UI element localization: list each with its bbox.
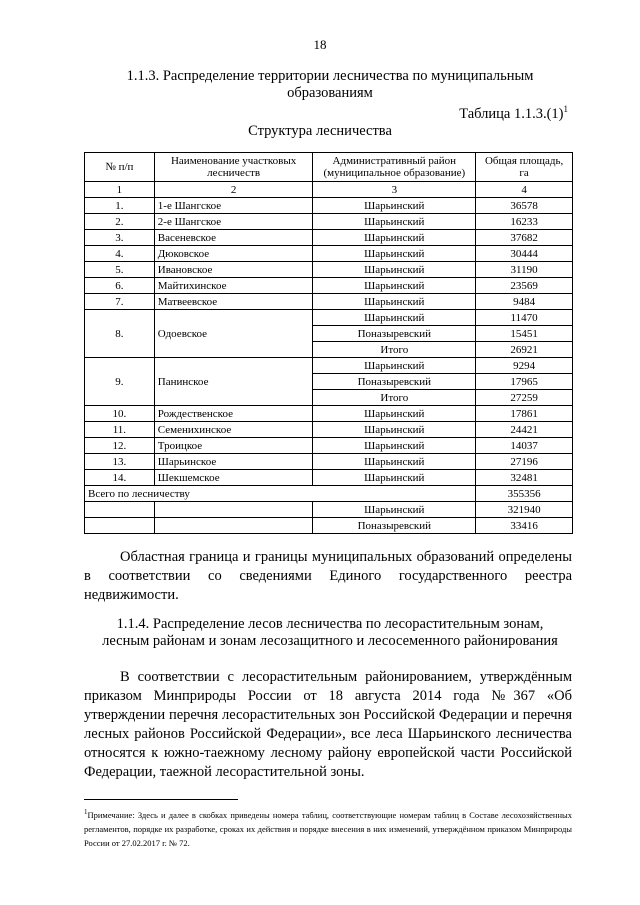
table-cell: 9294: [476, 358, 573, 374]
footnote-text: Примечание: Здесь и далее в скобках приведены номера таблиц, соответствующие номерам таблиц в Составе лесохозяйственных регламентов, порядке их разработке, сроках их действия и порядке внесения в них изменений, утверждённом приказом Минприроды России от 27.02.2017 г. № 72.: [84, 809, 572, 848]
table-cell: 17965: [476, 374, 573, 390]
section-title-line: 1.1.4. Распределение лесов лесничества по лесорастительным зонам,: [116, 616, 544, 632]
table-cell: Шарьинский: [313, 454, 476, 470]
table-cell: Шарьинский: [313, 358, 476, 374]
total-label: Всего по лесничеству: [85, 486, 476, 502]
section-title-line: образованиям: [287, 85, 373, 101]
table-cell: 14037: [476, 438, 573, 454]
footnote: [84, 805, 572, 850]
table-cell: Шарьинский: [313, 230, 476, 246]
table-cell: 2-е Шангское: [154, 214, 313, 230]
table-cell: 16233: [476, 214, 573, 230]
table-cell: Троицкое: [154, 438, 313, 454]
table-cell: 8.: [85, 310, 155, 358]
table-cell: 9.: [85, 358, 155, 406]
table-cell: [85, 502, 155, 518]
table-cell: Шарьинский: [313, 262, 476, 278]
table-cell: [154, 518, 313, 534]
table-cell: Семенихинское: [154, 422, 313, 438]
table-cell: Шарьинский: [313, 470, 476, 486]
table-row: [85, 214, 573, 230]
table-cell: 26921: [476, 342, 573, 358]
table-cell: 27259: [476, 390, 573, 406]
forestry-structure-table: [84, 152, 573, 534]
table-cell: 2.: [85, 214, 155, 230]
table-cell: Поназыревский: [313, 326, 476, 342]
table-cell: 27196: [476, 454, 573, 470]
table-cell: 10.: [85, 406, 155, 422]
table-row: [85, 454, 573, 470]
table-cell: Шарьинский: [313, 278, 476, 294]
table-cell: 5.: [85, 262, 155, 278]
table-number: [459, 104, 568, 123]
table-row: [85, 358, 573, 374]
table-cell: Шарьинский: [313, 198, 476, 214]
table-header-row: [85, 153, 573, 182]
table-cell: Шарьинское: [154, 454, 313, 470]
table-cell: Шарьинский: [313, 310, 476, 326]
table-cell: 14.: [85, 470, 155, 486]
table-row: [85, 278, 573, 294]
page-number: 18: [313, 37, 327, 52]
table-cell: 17861: [476, 406, 573, 422]
table-number-label: Таблица 1.1.3.(1): [459, 105, 564, 122]
header-number: № п/п: [85, 153, 155, 182]
table-cell: 11470: [476, 310, 573, 326]
table-cell: 3.: [85, 230, 155, 246]
table-row: [85, 310, 573, 326]
table-cell: Шекшемское: [154, 470, 313, 486]
table-cell: Шарьинский: [313, 438, 476, 454]
paragraph-borders: Областная граница и границы муниципальных образований определены в соответствии со сведениями Единого государственного реестра недвижимости.: [84, 549, 572, 603]
table-cell: 23569: [476, 278, 573, 294]
table-cell: 15451: [476, 326, 573, 342]
table-cell: 36578: [476, 198, 573, 214]
table-cell: 4: [476, 182, 573, 198]
total-row: [85, 486, 573, 502]
table-cell: Рождественское: [154, 406, 313, 422]
table-cell: 1-е Шангское: [154, 198, 313, 214]
table-cell: Одоевское: [154, 310, 313, 358]
table-cell: Итого: [313, 342, 476, 358]
table-cell: Поназыревский: [313, 518, 476, 534]
table-cell: Дюковское: [154, 246, 313, 262]
table-cell: 9484: [476, 294, 573, 310]
table-title: Структура лесничества: [248, 123, 392, 139]
table-row: [85, 502, 573, 518]
table-cell: Поназыревский: [313, 374, 476, 390]
column-number-row: [85, 182, 573, 198]
table-cell: 11.: [85, 422, 155, 438]
table-row: [85, 230, 573, 246]
table-cell: 1.: [85, 198, 155, 214]
table-row: [85, 406, 573, 422]
table-cell: 4.: [85, 246, 155, 262]
table-cell: 31190: [476, 262, 573, 278]
table-cell: [154, 502, 313, 518]
header-name: Наименование участковых лесничеств: [154, 153, 313, 182]
table-cell: 37682: [476, 230, 573, 246]
header-district: Административный район (муниципальное образование): [313, 153, 476, 182]
table-cell: Шарьинский: [313, 422, 476, 438]
total-area: 355356: [476, 486, 573, 502]
table-cell: 1: [85, 182, 155, 198]
table-cell: Панинское: [154, 358, 313, 406]
footnote-marker: 1: [84, 808, 88, 816]
table-row: [85, 262, 573, 278]
table-cell: 6.: [85, 278, 155, 294]
table-cell: [85, 518, 155, 534]
table-row: [85, 518, 573, 534]
table-cell: 321940: [476, 502, 573, 518]
table-cell: 12.: [85, 438, 155, 454]
table-cell: 7.: [85, 294, 155, 310]
table-cell: Шарьинский: [313, 246, 476, 262]
table-cell: Шарьинский: [313, 502, 476, 518]
table-row: [85, 422, 573, 438]
table-row: [85, 438, 573, 454]
table-cell: Шарьинский: [313, 294, 476, 310]
section-title-line: лесным районам и зонам лесозащитного и лесосеменного районирования: [102, 633, 558, 649]
footnote-ref: 1: [563, 104, 568, 114]
table-row: [85, 294, 573, 310]
table-cell: 13.: [85, 454, 155, 470]
table-cell: Матвеевское: [154, 294, 313, 310]
table-cell: Итого: [313, 390, 476, 406]
table-row: [85, 470, 573, 486]
table-cell: 2: [154, 182, 313, 198]
section-1-1-3-title: [80, 68, 580, 102]
table-cell: 30444: [476, 246, 573, 262]
table-cell: Майтихинское: [154, 278, 313, 294]
table-cell: Ивановское: [154, 262, 313, 278]
table-cell: 32481: [476, 470, 573, 486]
table-cell: Шарьинский: [313, 406, 476, 422]
table-row: [85, 198, 573, 214]
table-row: [85, 246, 573, 262]
table-cell: 24421: [476, 422, 573, 438]
table-cell: 3: [313, 182, 476, 198]
section-title-line: 1.1.3. Распределение территории лесничества по муниципальным: [126, 68, 534, 84]
table-cell: 33416: [476, 518, 573, 534]
paragraph-zoning: В соответствии с лесорастительным районированием, утверждённым приказом Минприроды России от 18 августа 2014 года №367 «Об утверждении перечня лесорастительных зон Российской Федерации и перечня лесных районов Российской Федерации», все леса Шарьинского лесничества относятся к южно-таежному лесному району европейской части Российской Федерации, таежной лесорастительной зоны.: [84, 669, 572, 780]
table-cell: Васеневское: [154, 230, 313, 246]
header-area: Общая площадь, га: [476, 153, 573, 182]
table-cell: Шарьинский: [313, 214, 476, 230]
footnote-divider: [84, 799, 238, 800]
section-1-1-4-title: [70, 616, 590, 650]
